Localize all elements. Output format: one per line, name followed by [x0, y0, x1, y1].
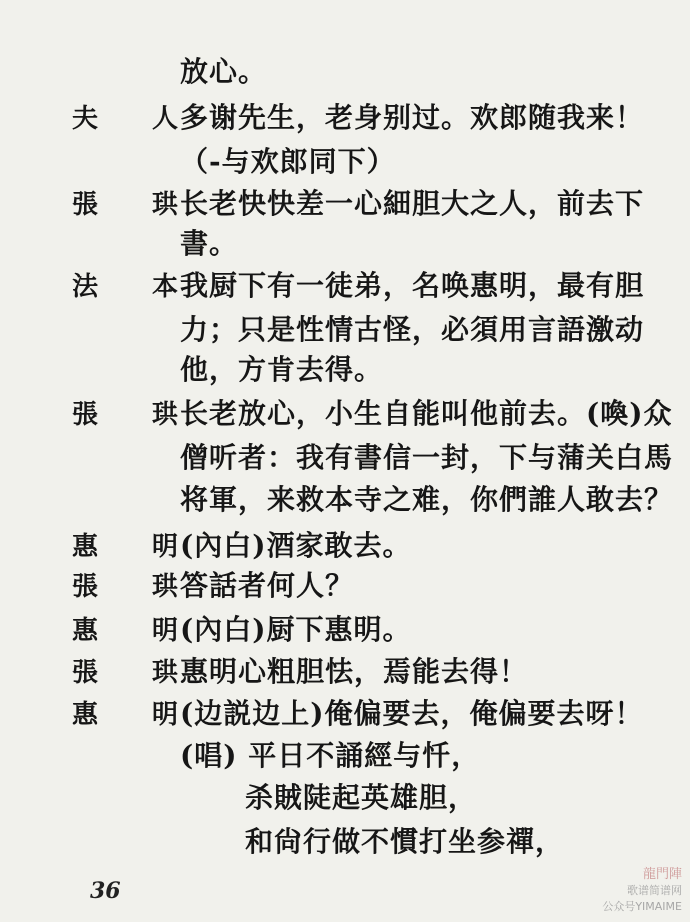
dialogue-text: （-与欢郎同下） [180, 145, 396, 178]
dialogue-text: 多谢先生，老身别过。欢郎随我来！ [180, 101, 645, 134]
dialogue-text: 杀賊陡起英雄胆， [245, 781, 478, 814]
script-line [0, 180, 690, 224]
page-number: 36 [90, 878, 121, 904]
speaker-char: 明 [151, 531, 178, 562]
script-line [0, 522, 690, 566]
dialogue-text: 書。 [180, 227, 239, 260]
speaker-char: 珙 [151, 657, 178, 688]
speaker-name [70, 184, 180, 221]
speaker-char: 張 [71, 657, 98, 688]
script-line [0, 434, 690, 478]
speaker-char: 惠 [71, 699, 98, 730]
dialogue-text: 力；只是性情古怪，必須用言語激动 [180, 313, 645, 346]
speaker-char: 夫 [71, 103, 98, 134]
dialogue-text: 将軍，来救本寺之难，你們誰人敢去？ [180, 483, 674, 516]
speaker-name [70, 394, 180, 431]
speaker-name [70, 266, 180, 303]
dialogue-text: 放心。 [180, 55, 268, 88]
speaker-char: 珙 [151, 399, 178, 430]
script-line [0, 648, 690, 692]
speaker-char: 法 [71, 271, 98, 302]
speaker-char: 人 [151, 103, 178, 134]
dialogue-text: (內白)厨下惠明。 [180, 613, 412, 646]
dialogue-text: (唱) 平日不誦經与忏， [180, 739, 481, 772]
speaker-name [70, 526, 180, 563]
speaker-char: 惠 [71, 615, 98, 646]
speaker-char: 張 [71, 399, 98, 430]
script-line [0, 138, 690, 182]
script-line [0, 346, 690, 390]
script-line [0, 606, 690, 650]
speaker-char: 明 [151, 615, 178, 646]
script-line [0, 562, 690, 606]
speaker-char: 惠 [71, 531, 98, 562]
dialogue-text: 我厨下有一徒弟，名唤惠明，最有胆 [180, 269, 645, 302]
speaker-char: 本 [151, 271, 178, 302]
speaker-name [70, 610, 180, 647]
watermark-account-text: 公众号YIMAIME [602, 900, 682, 913]
script-line [0, 220, 690, 264]
speaker-name [70, 98, 180, 135]
speaker-char: 張 [71, 189, 98, 220]
dialogue-text: (边説边上)俺偏要去，俺偏要去呀！ [180, 697, 644, 730]
dialogue-text: 长老放心，小生自能叫他前去。(喚)众 [180, 397, 673, 430]
dialogue-text: 长老快快差一心細胆大之人，前去下 [180, 187, 645, 220]
watermark [552, 863, 682, 914]
script-line [0, 306, 690, 350]
script-line [0, 262, 690, 306]
script-line [0, 390, 690, 434]
dialogue-text: 僧听者：我有書信一封，下与蒲关白馬 [180, 441, 674, 474]
script-line [0, 476, 690, 520]
speaker-char: 珙 [151, 189, 178, 220]
dialogue-text: 惠明心粗胆怯，焉能去得！ [180, 655, 529, 688]
dialogue-text: 答話者何人？ [180, 569, 355, 602]
dialogue-text: (內白)酒家敢去。 [180, 529, 412, 562]
dialogue-text: 他，方肯去得。 [180, 353, 384, 386]
watermark-logo-text: 龍門陣 [642, 867, 682, 882]
speaker-char: 明 [151, 699, 178, 730]
script-line [0, 48, 690, 92]
speaker-char: 張 [71, 571, 98, 602]
watermark-site-text: 歌谱简谱网 [627, 884, 682, 897]
script-line [0, 818, 690, 862]
script-line [0, 690, 690, 734]
speaker-name [70, 652, 180, 689]
script-line [0, 94, 690, 138]
dialogue-text: 和尙行做不慣打坐参禪， [245, 825, 565, 858]
speaker-name [70, 694, 180, 731]
script-line [0, 774, 690, 818]
script-line [0, 732, 690, 776]
speaker-name [70, 566, 180, 603]
speaker-char: 珙 [151, 571, 178, 602]
